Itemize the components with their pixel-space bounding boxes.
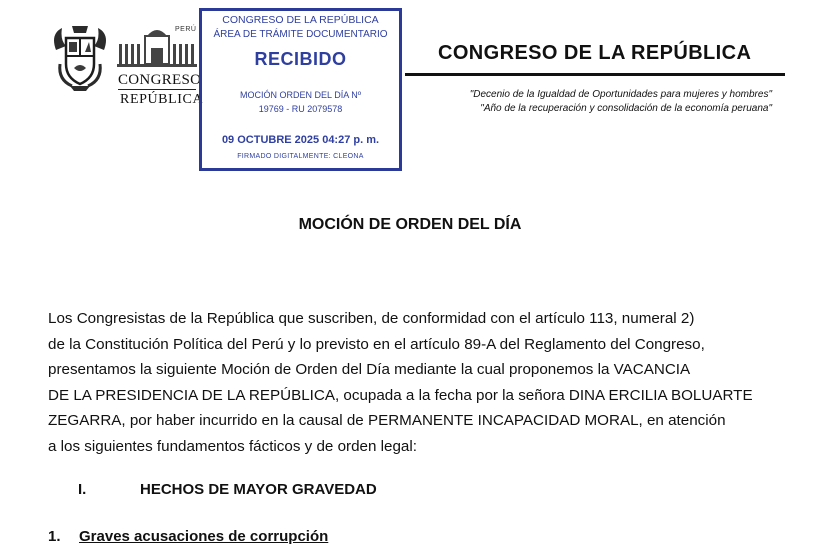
section-title: HECHOS DE MAYOR GRAVEDAD: [140, 481, 377, 498]
peru-label: PERÚ: [175, 26, 197, 33]
stamp-signature: FIRMADO DIGITALMENTE: CLEONA: [237, 153, 364, 160]
stamp-area: ÁREA DE TRÁMITE DOCUMENTARIO: [213, 29, 388, 40]
reception-stamp: [199, 8, 402, 171]
header-title: CONGRESO DE LA REPÚBLICA: [438, 42, 752, 64]
paragraph-line: presentamos la siguiente Moción de Orden del Día mediante la cual proponemos la VACANCIA: [48, 361, 691, 379]
paragraph-line: a los siguientes fundamentos fácticos y de orden legal:: [48, 437, 417, 455]
stamp-institution: CONGRESO DE LA REPÚBLICA: [222, 14, 379, 26]
stamp-motion-label: MOCIÓN ORDEN DEL DÍA Nº: [240, 90, 361, 100]
header-divider: [405, 73, 785, 76]
stamp-numbers: 19769 - RU 2079578: [258, 104, 343, 114]
logo-republica-text: REPÚBLICA: [120, 92, 204, 107]
subsection-title: Graves acusaciones de corrupción: [79, 528, 329, 545]
peru-coat-of-arms-icon: [52, 20, 108, 92]
intro-paragraph: [48, 306, 788, 460]
paragraph-line: Los Congresistas de la República que suscriben, de conformidad con el artículo 113, numeral 2): [48, 310, 695, 327]
paragraph-line: DE LA PRESIDENCIA DE LA REPÚBLICA, ocupada a la fecha por la señora DINA ERCILIA BOLUARTE: [48, 386, 753, 404]
year-motto: "Año de la recuperación y consolidación de la economía peruana": [480, 103, 772, 114]
stamp-datetime: 09 OCTUBRE 2025 04:27 p. m.: [221, 134, 380, 146]
stamp-status: RECIBIDO: [254, 49, 347, 69]
paragraph-line: ZEGARRA, por haber incurrido en la causal de PERMANENTE INCAPACIDAD MORAL, en atención: [48, 412, 726, 430]
decenio-motto: "Decenio de la Igualdad de Oportunidades para mujeres y hombres": [469, 89, 772, 100]
document-heading: MOCIÓN DE ORDEN DEL DÍA: [298, 216, 522, 233]
subsection-number: 1.: [48, 528, 61, 545]
section-number: I.: [78, 481, 87, 498]
logo-divider: [118, 89, 196, 90]
paragraph-line: de la Constitución Política del Perú y lo previsto en el artículo 89-A del Reglamento del Congreso,: [48, 335, 705, 353]
logo-congreso-text: CONGRESO: [118, 72, 202, 88]
